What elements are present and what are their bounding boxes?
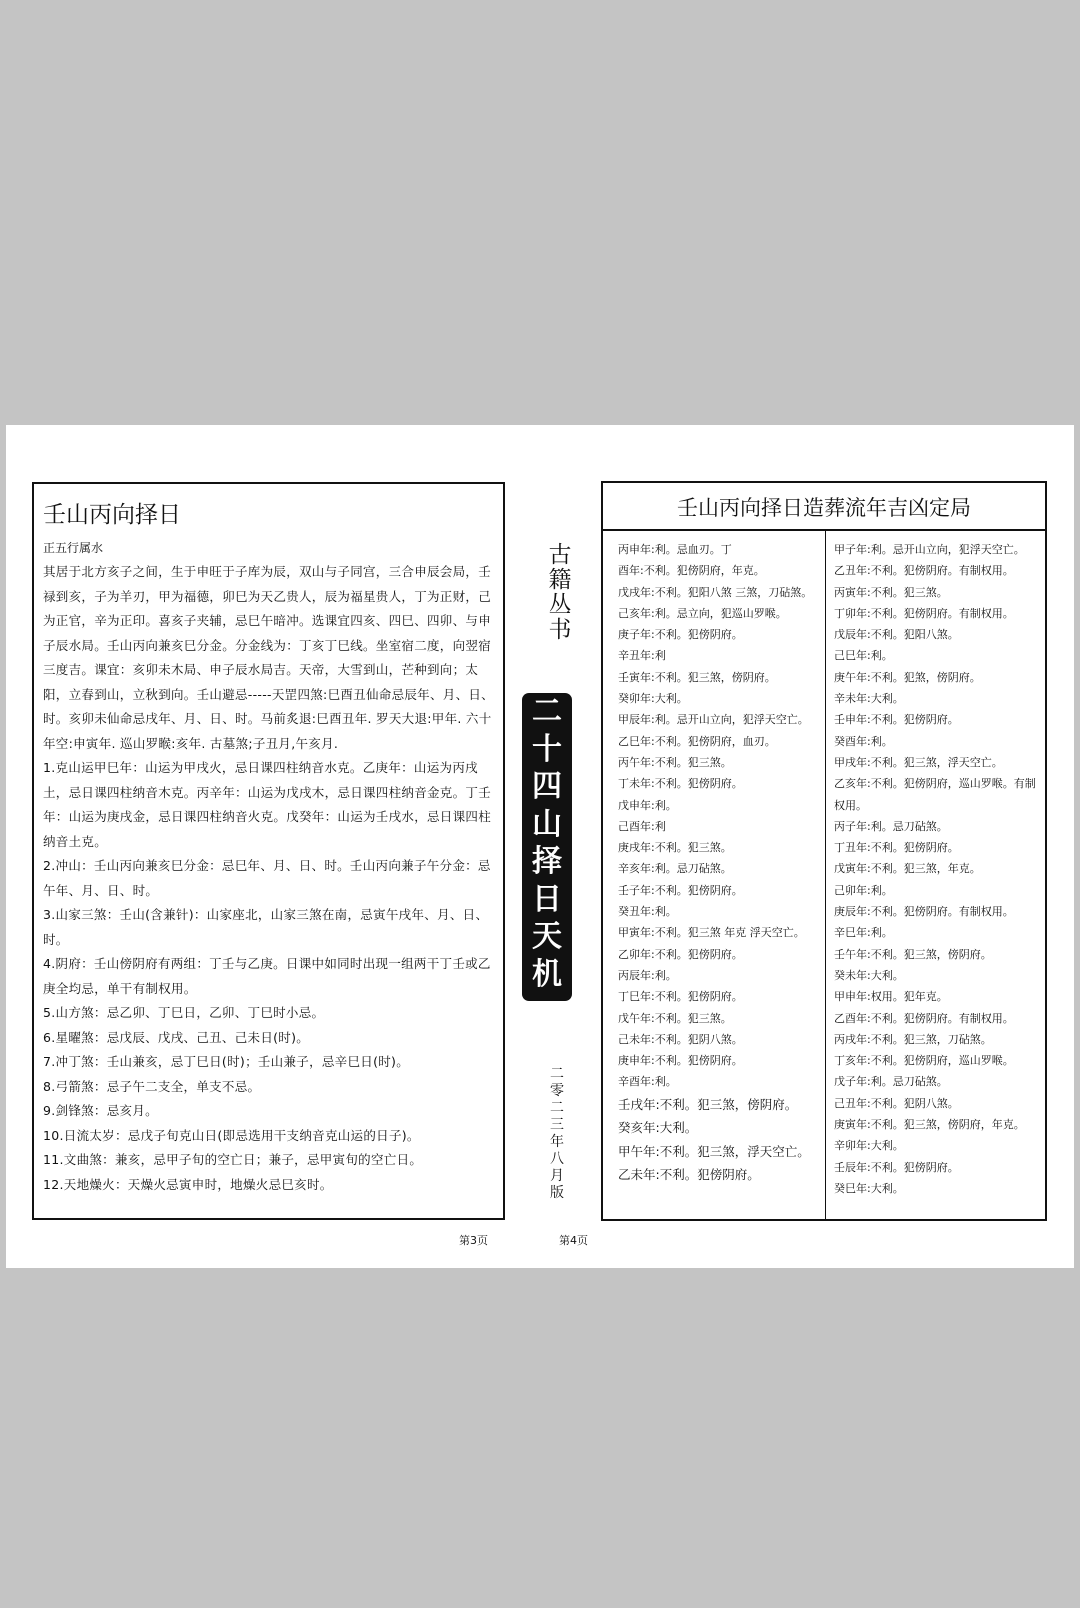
year-entry: 己巳年:利。: [834, 649, 893, 663]
year-entry: 丁卯年:不利。犯傍阴府。有制权用。: [834, 606, 1014, 620]
year-entry: 壬申年:不利。犯傍阴府。: [834, 713, 959, 727]
left-page-subtitle: 正五行属水: [43, 541, 104, 555]
year-entry: 庚午年:不利。犯煞，傍阴府。: [834, 670, 981, 684]
spine-char: 籍: [548, 567, 572, 593]
spine-char: 月: [550, 1168, 564, 1184]
year-column-right: [834, 539, 1044, 1199]
year-column-left: [618, 539, 818, 1187]
year-entry: 庚子年:不利。犯傍阴府。: [618, 628, 743, 642]
year-entry: 庚戌年:不利。犯三煞。: [618, 841, 732, 855]
year-entry: 癸酉年:利。: [834, 734, 893, 748]
year-entry: 甲戌年:不利。犯三煞，浮天空亡。: [834, 755, 1003, 769]
rule-item: 2.冲山：壬山丙向兼亥巳分金：忌巳年、月、日、时。壬山丙向兼子午分金：忌午年、月、日、时。: [43, 858, 491, 898]
spine-char: 四: [532, 769, 562, 804]
spine-char: 版: [550, 1185, 564, 1201]
rule-item: 4.阴府：壬山傍阴府有两组：丁壬与乙庚。日课中如同时出现一组两干丁壬或乙庚全均忌，单干有制权用。: [43, 956, 491, 996]
year-entry: 壬子年:不利。犯傍阴府。: [618, 883, 743, 897]
year-entry: 丙午年:不利。犯三煞。: [618, 755, 732, 769]
year-entry: 辛巳年:利。: [834, 926, 893, 940]
year-entry: 庚申年:不利。犯傍阴府。: [618, 1054, 743, 1068]
page-number-right: 第4页: [559, 1234, 588, 1247]
spine-char: 零: [550, 1083, 564, 1099]
rule-item: 12.天地燥火：天燥火忌寅申时，地燥火忌巳亥时。: [43, 1176, 333, 1192]
year-entry: 丙子年:利。忌刀砧煞。: [834, 819, 948, 833]
spine-char: 择: [532, 844, 562, 879]
spine-char: 丛: [548, 592, 572, 618]
year-entry: 甲申年:权用。犯年克。: [834, 990, 948, 1004]
spine-char: 书: [548, 617, 572, 643]
rule-item: 3.山家三煞：壬山(含兼针)：山家座北，山家三煞在南，忌寅午戌年、月、日、时。: [43, 907, 489, 947]
right-page-frame: [601, 481, 1047, 1221]
year-entry: 乙巳年:不利。犯傍阴府，血刃。: [618, 734, 776, 748]
year-entry: 乙卯年:不利。犯傍阴府。: [618, 947, 743, 961]
year-entry: 癸卯年:大利。: [618, 692, 688, 706]
year-entry: 戊寅年:不利。犯三煞，年克。: [834, 862, 981, 876]
rule-item: 7.冲丁煞：壬山兼亥，忌丁巳日(时)；壬山兼子，忌辛巳日(时)。: [43, 1054, 410, 1069]
year-entry: 甲寅年:不利。犯三煞 年克 浮天空亡。: [618, 926, 805, 940]
spine-series-title: [544, 543, 576, 643]
column-divider: [825, 531, 826, 1219]
page-number-left: 第3页: [459, 1234, 488, 1247]
year-entry: 甲子年:利。忌开山立向，犯浮天空亡。: [834, 543, 1025, 556]
spine-char: 三: [550, 1117, 564, 1133]
year-entry: 丙戌年:不利。犯三煞，刀砧煞。: [834, 1032, 992, 1046]
year-entry: 戊申年:利。: [618, 798, 677, 812]
year-entry: 乙酉年:不利。犯傍阴府。有制权用。: [834, 1011, 1014, 1025]
year-entry: 己丑年:不利。犯阴八煞。: [834, 1096, 959, 1110]
year-entry: 辛卯年:大利。: [834, 1139, 904, 1153]
year-entry: 癸未年:大利。: [834, 968, 904, 982]
spine-book-title: [522, 693, 572, 1001]
year-entry: 丙申年:利。忌血刃。丁: [618, 543, 732, 556]
year-entry: 甲辰年:利。忌开山立向，犯浮天空亡。: [618, 713, 809, 727]
year-entry: 乙丑年:不利。犯傍阴府。有制权用。: [834, 564, 1014, 578]
year-entry: 癸亥年:大利。: [618, 1120, 698, 1136]
rule-item: 8.弓箭煞：忌子午二支全，单支不忌。: [43, 1078, 261, 1094]
year-entry: 辛未年:大利。: [834, 692, 904, 706]
year-entry: 酉年:不利。犯傍阴府，年克。: [618, 564, 765, 578]
left-page-frame: [32, 482, 505, 1220]
year-entry: 癸丑年:利。: [618, 905, 677, 919]
rule-item: 5.山方煞：忌乙卯、丁巳日，乙卯、丁巳时小忌。: [43, 1005, 325, 1020]
year-table: [603, 531, 1045, 1219]
spine-edition: [542, 1066, 572, 1202]
year-entry: 乙亥年:不利。犯傍阴府，巡山罗喉。有制权用。: [834, 777, 1036, 812]
year-entry: 己未年:不利。犯阴八煞。: [618, 1032, 743, 1046]
year-entry: 壬辰年:不利。犯傍阴府。: [834, 1160, 959, 1174]
spine-char: 二: [550, 1100, 564, 1116]
year-entry: 丙寅年:不利。犯三煞。: [834, 585, 948, 599]
year-entry: 癸巳年:大利。: [834, 1181, 904, 1195]
spine-char: 天: [532, 919, 562, 954]
year-entry: 丁丑年:不利。犯傍阴府。: [834, 841, 959, 855]
book-spread: [6, 425, 1074, 1268]
spine-char: 二: [550, 1066, 564, 1082]
year-entry: 壬午年:不利。犯三煞，傍阴府。: [834, 947, 992, 961]
year-entry: 己亥年:利。忌立向，犯巡山罗喉。: [618, 606, 787, 620]
rule-item: 9.剑锋煞：忌亥月。: [43, 1103, 158, 1118]
year-entry: 戊戌年:不利。犯阳八煞 三煞，刀砧煞。: [618, 585, 813, 599]
spine-char: 二: [532, 694, 562, 729]
right-page-title: 壬山丙向择日造葬流年吉凶定局: [603, 483, 1045, 531]
year-entry: 辛亥年:利。忌刀砧煞。: [618, 862, 732, 876]
year-entry: 庚寅年:不利。犯三煞，傍阴府，年克。: [834, 1118, 1025, 1132]
year-entry: 丙辰年:利。: [618, 968, 677, 982]
year-entry: 己酉年:利: [618, 819, 666, 833]
year-entry: 戊午年:不利。犯三煞。: [618, 1011, 732, 1025]
spine-char: 八: [550, 1151, 564, 1167]
year-entry: 戊子年:利。忌刀砧煞。: [834, 1075, 948, 1089]
year-entry: 己卯年:利。: [834, 883, 893, 897]
year-entry: 甲午年:不利。犯三煞，浮天空亡。: [618, 1143, 810, 1159]
spine-char: 十: [532, 731, 562, 767]
year-entry: 戊辰年:不利。犯阳八煞。: [834, 628, 959, 642]
rule-item: 6.星曜煞：忌戊辰、戊戌、己丑、己未日(时)。: [43, 1029, 310, 1045]
year-entry: 乙未年:不利。犯傍阴府。: [618, 1167, 760, 1183]
year-entry: 丁亥年:不利。犯傍阴府，巡山罗喉。: [834, 1054, 1014, 1068]
year-entry: 庚辰年:不利。犯傍阴府。有制权用。: [834, 905, 1014, 919]
rule-item: 11.文曲煞：兼亥，忌甲子旬的空亡日；兼子，忌甲寅旬的空亡日。: [43, 1152, 423, 1167]
left-page-intro: 其居于北方亥子之间，生于申旺于子库为辰，双山与子同宫，三合申辰会局，壬禄到亥，子为羊刃，甲为福德，卯巳为天乙贵人，辰为福星贵人，丁为正财，己为正官，辛为正印。喜亥子夹辅，忌巳午暗冲。选课宜四亥、四巳、四卯、与申子辰水局。壬山丙向兼亥巳分金。分金线为：丁亥丁巳线。坐室宿二度，向翌宿三度吉。课宜：亥卯未木局、申子辰水局吉。天帝，大雪到山，芒种到向；太阳，立春到山，立秋到向。壬山避忌-----天罡四煞:巳酉丑仙命忌辰年、月、日、时。亥卯未仙命忌戌年、月、日、时。马前炙退:巳酉丑年. 罗天大退:甲年. 六十年空:申寅年. 巡山罗睺:亥年. 古墓煞;子丑月,午亥月.: [43, 564, 494, 751]
spine-char: 山: [532, 806, 562, 842]
year-entry: 丁巳年:不利。犯傍阴府。: [618, 990, 743, 1004]
rule-item: 10.日流太岁：忌戊子旬克山日(即忌选用干支纳音克山运的日子)。: [43, 1127, 420, 1143]
spine-char: 日: [532, 881, 562, 917]
year-entry: 辛酉年:利。: [618, 1075, 677, 1089]
left-page-title: 壬山丙向择日: [43, 502, 181, 528]
year-entry: 壬寅年:不利。犯三煞，傍阴府。: [618, 670, 776, 684]
spine-char: 年: [550, 1134, 564, 1150]
spine-char: 机: [532, 956, 562, 992]
spine-char: 古: [548, 542, 572, 568]
year-entry: 壬戌年:不利。犯三煞，傍阴府。: [618, 1096, 798, 1112]
year-entry: 辛丑年:利: [618, 649, 666, 663]
rule-item: 1.克山运甲巳年：山运为甲戌火，忌日课四柱纳音水克。乙庚年：山运为丙戌土，忌日课四柱纳音木克。丙辛年：山运为戊戌木，忌日课四柱纳音金克。丁壬年：山运为庚戌金，忌日课四柱纳音火克。戊癸年：山运为壬戌水，忌日课四柱纳音土克。: [43, 760, 492, 849]
year-entry: 丁未年:不利。犯傍阴府。: [618, 777, 743, 791]
